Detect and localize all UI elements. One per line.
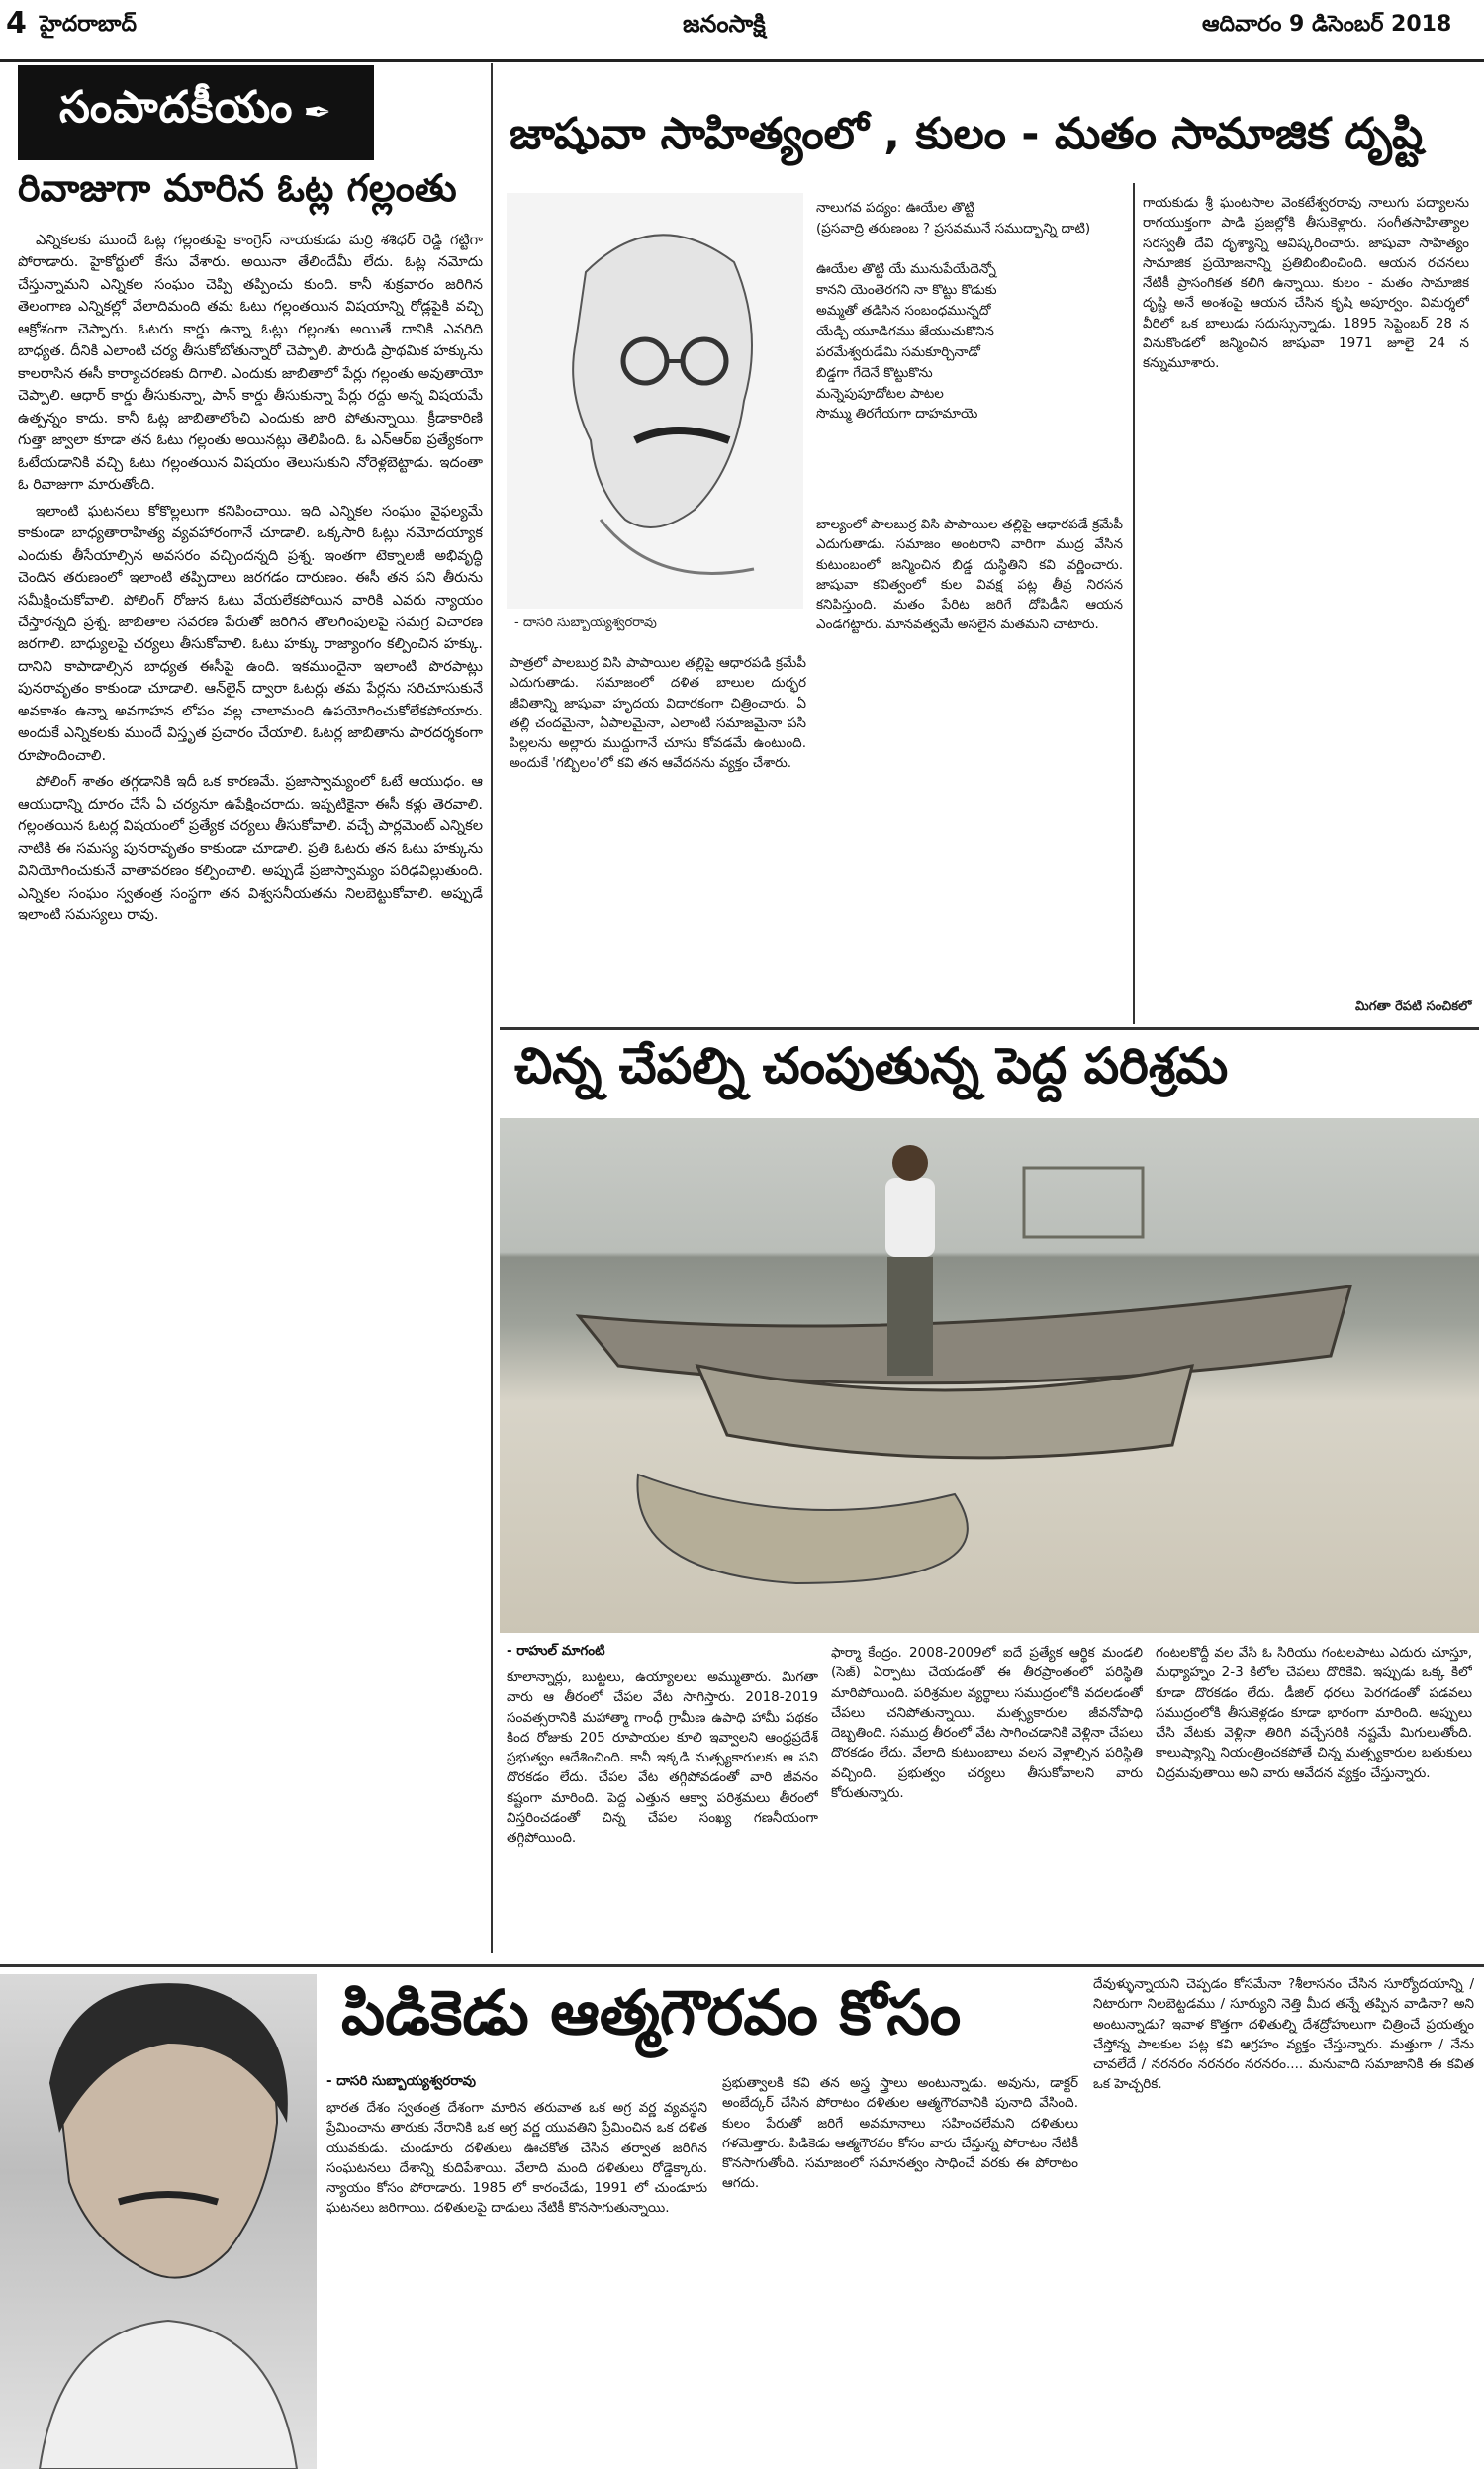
joshua-column-2: బాల్యంలో పాలబుర్ర విసి పాపాయిల తల్లిపై ఆధారపడే క్రమేపీ ఎదుగుతాడు. సమాజం అంటరాని వారిగా ముద్ర వేసిన కుటుంబంలో జన్మించిన బిడ్డ దుస్థితిని కవి వర్ణించారు. జాషువా కవిత్వంలో కుల వివక్ష పట్ల తీవ్ర నిరసన కనిపిస్తుంది. మతం పేరిట జరిగే దోపిడీని ఆయన ఎండగట్టారు. మానవత్వమే అసలైన మతమని చాటారు. (816, 517, 1123, 633)
section-divider (500, 1027, 1479, 1030)
fish-column-3: గంటలకొద్దీ వల వేసి ఓ సిరియు గంటలపాటు ఎదురు చూస్తూ, మధ్యాహ్నం 2-3 కిలోల చేపలు దొరికేవి. ఇప్పుడు ఒక్క కిలో కూడా దొరకడం లేదు. డీజిల్ ధరలు పెరగడంతో పడవలు సముద్రంలోకి తీసుకెళ్లడం కూడా భారంగా మారింది. అప్పులు చేసి వేటకు వెళ్లినా తిరిగి వచ్చేసరికి నష్టమే మిగులుతోంది. కాలుష్యాన్ని నియంత్రించకపోతే చిన్న మత్స్యకారుల బతుకులు చిద్రమవుతాయి అని వారు ఆవేదన వ్యక్తం చేస్తున్నారు. (1156, 1645, 1472, 1781)
editorial-paragraph: ఇలాంటి ఘటనలు కోకొల్లలుగా కనిపించాయి. ఇది ఎన్నికల సంఘం వైఫల్యమే కాకుండా బాధ్యతారాహిత్య వ్యవహారంగానే చూడాలి. ఒక్కసారి ఓట్లు నమోదయ్యాక ఎందుకు తీసేయాల్సిన అవసరం వచ్చిందన్నది ప్రశ్న. ఇంతగా టెక్నాలజీ అభివృద్ధి చెందిన తరుణంలో ఇలాంటి తప్పిదాలు జరగడం దారుణం. ఈసీ తన పని తీరును సమీక్షించుకోవాలి. పోలింగ్ రోజున ఓటు వేయలేకపోయిన వారికి ఎవరు న్యాయం చేస్తారన్నది ప్రశ్న. జాబితాల సవరణ పేరుతో జరిగిన తొలగింపులపై సమగ్ర విచారణ జరగాలి. బాధ్యులపై చర్యలు తీసుకోవాలి. ఓటు హక్కు రాజ్యాంగం కల్పించిన హక్కు. దానిని కాపాడాల్సిన బాధ్యత ఈసీపై ఉంది. ఇకముందైనా ఇలాంటి పొరపాట్లు పునరావృతం కాకుండా చూడాలి. ఆన్‌లైన్ ద్వారా ఓటర్లు తమ పేర్లను సరిచూసుకునే అవకాశం ఉన్నా అవగాహన లోపం వల్ల చాలామంది ఉపయోగించుకోలేకపోయారు. అందుకే ఎన్నికలకు ముందే విస్తృత ప్రచారం చేయాలి. ఓటర్ల జాబితాను పారదర్శకంగా రూపొందించాలి. (18, 503, 483, 764)
editorial-headline: రివాజుగా మారిన ఓట్ల గల్లంతు (18, 166, 457, 210)
joshua-column-3: గాయకుడు శ్రీ ఘంటసాల వెంకటేశ్వరరావు నాలుగు పద్యాలను రాగయుక్తంగా పాడి ప్రజల్లోకి తీసుకెళ్లారు. సంగీతసాహిత్యాల సరస్వతీ దేవి దృశ్యాన్ని ఆవిష్కరించారు. జాషువా సాహిత్యం సామాజిక ప్రయోజనాన్ని ప్రతిబింబించింది. ఆయన రచనలు నేటికీ ప్రాసంగికత కలిగి ఉన్నాయి. కులం - మతం సామాజిక దృష్టి అనే అంశంపై ఆయన చేసిన కృషి అపూర్వం. విమర్శలో వీరిలో ఒక బాలుడు సదుస్సున్నాడు. 1895 సెప్టెంబర్ 28 న వినుకొండలో జన్మించిన జాషువా 1971 జూలై 24 న కన్నుమూశారు. (1143, 195, 1469, 371)
dignity-column-3: దేవుళ్ళున్నాయని చెప్పడం కోసమేనా ?శీలాసనం చేసిన సూర్యోదయాన్ని / నిటారుగా నిలబెట్టడము / సూర్యుని నెత్తి మీద తన్నే తప్పిన వాడినా? అని అంటున్నాడు? ఇవాళ కొత్తగా దళితుల్ని దేశద్రోహులుగా చిత్రించే ప్రయత్నం చేస్తోన్న పాలకుల పట్ల కవి ఆగ్రహం వ్యక్తం చేస్తున్నారు. మత్తుగా / నేను చావలేదే / నరనరం నరనరం నరనరం.... మనువాది సమాజానికి ఈ కవిత ఒక హెచ్చరిక. (1093, 1976, 1474, 2093)
person-portrait-icon (0, 1974, 317, 2469)
joshua-column-1: పాత్రలో పాలబుర్ర విసి పాపాయిల తల్లిపై ఆధారపడి క్రమేపీ ఎదుగుతాడు. సమాజంలో దళిత బాలుల దుర్భర జీవితాన్ని జాషువా హృదయ విదారకంగా చిత్రించారు. ఏ తల్లి చందమైనా, ఏపాలమైనా, ఎలాంటి సమాజమైనా పసి పిల్లలను అల్లారు ముద్దుగానే చూసు కోవడమే ఉంటుంది. అందుకే 'గబ్బిలం'లో కవి తన ఆవేదనను వ్యక్తం చేశారు. (510, 655, 806, 772)
fish-column-1: కూలాన్నార్లు, బుట్టలు, ఉయ్యాలలు అమ్ముతారు. మిగతా వారు ఆ తీరంలో చేపల వేట సాగిస్తారు. 2018-2019 సంవత్సరానికి మహాత్మా గాంధీ గ్రామీణ ఉపాధి హామీ పథకం కింద రోజుకు 205 రూపాయల కూలి ఇవ్వాలని ఆంధ్రప్రదేశ్ ప్రభుత్వం ఆదేశించింది. కానీ ఇక్కడి మత్స్యకారులకు ఆ పని దొరకడం లేదు. చేపల వేట తగ్గిపోవడంతో వారి జీవనం కష్టంగా మారింది. పెద్ద ఎత్తున ఆక్వా పరిశ్రమలు తీరంలో విస్తరించడంతో చిన్న చేపల సంఖ్య గణనీయంగా తగ్గిపోయింది. (507, 1669, 818, 1846)
section-divider (0, 1964, 1484, 1967)
edition-city: హైదరాబాద్ (40, 12, 137, 37)
joshua-headline: జాషువా సాహిత్యంలో , కులం - మతం సామాజిక దృష్టి (510, 109, 1424, 159)
masthead: జనంసాక్షి (683, 10, 766, 38)
fish-headline: చిన్న చేపల్ని చంపుతున్న పెద్ద పరిశ్రమ (514, 1037, 1229, 1095)
dignity-headline: పిడికెడు ఆత్మగౌరవం కోసం (341, 1976, 962, 2048)
poem-title: నాలుగవ పద్యం: ఊయేల తొట్టి (ప్రసవాద్రి తరుణంబ ? ప్రసవమునే సముద్భాన్ని దాటి) (816, 200, 1091, 237)
author-photo (0, 1974, 317, 2469)
fisherman-photo (500, 1118, 1479, 1633)
poem-text: ఊయేల తొట్టి యే మునుపేయేదెన్నో కానని యెంతెరగని నా కొట్టు కొడుకు అమ్మతో తడిసిన సంబంధమున్నదో యేడ్చి యూడిగము జేయుచుకొనిన పరమేశ్వరుడేమి సమకూర్చినాడో బిడ్డగా గేదెనే కొట్టుకొను మన్నెపుపూదోటల పాటల సొమ్ము తిరగేయగా దాహమాయె (816, 261, 997, 423)
column-divider (1133, 183, 1135, 1024)
continued-note: మిగతా రేపటి సంచికలో (1355, 1000, 1472, 1014)
dignity-byline: - దాసరి సుబ్బాయ్యశ్వరరావు (326, 2073, 476, 2089)
sketch-caption: - దాసరి సుబ్బాయ్యశ్వరరావు (514, 616, 657, 630)
pen-icon: ✒ (303, 93, 332, 133)
editorial-body (18, 230, 483, 1951)
fish-byline: - రాహుల్ మాగంటి (507, 1643, 605, 1659)
editorial-paragraph: ఎన్నికలకు ముందే ఓట్ల గల్లంతుపై కాంగ్రెస్ నాయకుడు మర్రి శశిధర్ రెడ్డి గట్టిగా పోరాడారు. హైకోర్టులో కేసు వేశారు. అయినా తేలిందేమీ లేదు. ఓట్ల నమోదు చేస్తున్నామని ఎన్నికల సంఘం చెప్పి తప్పించు కుంది. కానీ శుక్రవారం జరిగిన తెలంగాణ ఎన్నికల్లో వేలాదిమంది తమ ఓటు గల్లంతయిన విషయాన్ని రోడ్లపైకి వచ్చి ఆక్రోశంగా చెప్పారు. ఓటరు కార్డు ఉన్నా ఓట్లు గల్లంతు అయితే దానికి ఎవరిది బాధ్యత. దీనికి ఎలాంటి చర్య తీసుకోబోతున్నారో చెప్పాలి. పౌరుడి ప్రాథమిక హక్కును కాలరాసిన ఈసీ కార్యాచరణకు దిగాలి. ఎందుకు జాబితాలో పేర్లు గల్లంతు అవుతాయో చెప్పాలి. ఆధార్ కార్డు తీసుకున్నా, పాన్ కార్డు తీసుకున్నా పేర్లు రద్దు అన్న విషయమే ఉత్పన్నం కాదు. కానీ ఓట్ల జాబితాలోంచి ఎందుకు జారి పోతున్నాయి. క్రీడాకారిణి గుత్తా జ్వాలా కూడా తన ఓటు గల్లంతు అయినట్లు తెలిపింది. ఓ ఎన్ఆర్ఐ ప్రత్యేకంగా ఓటేయడానికి వచ్చి ఓటు గల్లంతయిన విషయం తెలుసుకుని నోరెళ్లబెట్టాడు. ఇదంతా ఓ రివాజుగా మారుతోంది. (18, 233, 483, 494)
fisherman-boat-icon (500, 1118, 1479, 1633)
fish-column-2: ఫార్మా కేంద్రం. 2008-2009లో ఐదే ప్రత్యేక ఆర్థిక మండలి (సెజ్) ఏర్పాటు చేయడంతో ఈ తీరప్రాంతంలో పరిస్థితి మారిపోయింది. పరిశ్రమల వ్యర్థాలు సముద్రంలోకి వదలడంతో చేపలు చనిపోతున్నాయి. మత్స్యకారుల జీవనోపాధి దెబ్బతింది. సముద్ర తీరంలో వేట సాగించడానికి వెళ్లినా చేపలు దొరకడం లేదు. వేలాది కుటుంబాలు వలస వెళ్లాల్సిన పరిస్థితి వచ్చింది. ప్రభుత్వం చర్యలు తీసుకోవాలని వారు కోరుతున్నారు. (831, 1645, 1143, 1801)
portrait-sketch-icon (507, 193, 803, 609)
editorial-label: సంపాదకీయం (59, 82, 294, 133)
issue-date: ఆదివారం 9 డిసెంబర్ 2018 (1202, 12, 1452, 37)
page-header (0, 0, 1484, 62)
dignity-column-2: ప్రభుత్వాలకి కవి తన అస్త్ర స్త్రాలు అంటున్నాడు. అవును, డాక్టర్ అంబేద్కర్ చేసిన పోరాటం దళితుల ఆత్మగౌరవానికి పునాది వేసింది. కులం పేరుతో జరిగే అవమానాలు సహించలేమని దళితులు గళమెత్తారు. పిడికెడు ఆత్మగౌరవం కోసం వారు చేస్తున్న పోరాటం నేటికీ కొనసాగుతోంది. సమాజంలో సమానత్వం సాధించే వరకు ఈ పోరాటం ఆగదు. (722, 2075, 1078, 2192)
column-divider (491, 63, 493, 1953)
dignity-column-1: భారత దేశం స్వతంత్ర దేశంగా మారిన తరువాత ఒక అగ్ర వర్ణ వ్యవస్థని ప్రేమించాను తారుకు నేరానికి ఒక అగ్ర వర్ణ యువతిని ప్రేమించిన ఒక దళిత యువకుడు. చుండూరు దళితులు ఊచకోత చేసిన తర్వాత జరిగిన సంఘటనలు దేశాన్ని కుదిపేశాయి. వేలాది మంది దళితులు రోడ్డెక్కారు. న్యాయం కోసం పోరాడారు. 1985 లో కారంచేడు, 1991 లో చుండూరు ఘటనలు జరిగాయి. దళితులపై దాడులు నేటికీ కొనసాగుతున్నాయి. (326, 2100, 707, 2217)
page-number: 4 (6, 6, 27, 41)
editorial-paragraph: పోలింగ్ శాతం తగ్గడానికి ఇదీ ఒక కారణమే. ప్రజాస్వామ్యంలో ఓటే ఆయుధం. ఆ ఆయుధాన్ని దూరం చేసే ఏ చర్యనూ ఉపేక్షించరాదు. ఇప్పటికైనా ఈసీ కళ్లు తెరవాలి. గల్లంతయిన ఓటర్ల విషయంలో ప్రత్యేక చర్యలు తీసుకోవాలి. వచ్చే పార్లమెంట్ ఎన్నికల నాటికి ఈ సమస్య పునరావృతం కాకుండా చూడాలి. ప్రతి ఓటరు తన ఓటు హక్కును వినియోగించుకునే వాతావరణం కల్పించాలి. అప్పుడే ప్రజాస్వామ్యం పరిఢవిల్లుతుంది. ఎన్నికల సంఘం స్వతంత్ర సంస్థగా తన విశ్వసనీయతను నిలబెట్టుకోవాలి. అప్పుడే ఇలాంటి సమస్యలు రావు. (18, 774, 483, 924)
editorial-label-box (18, 65, 374, 160)
portrait-sketch (507, 193, 803, 609)
